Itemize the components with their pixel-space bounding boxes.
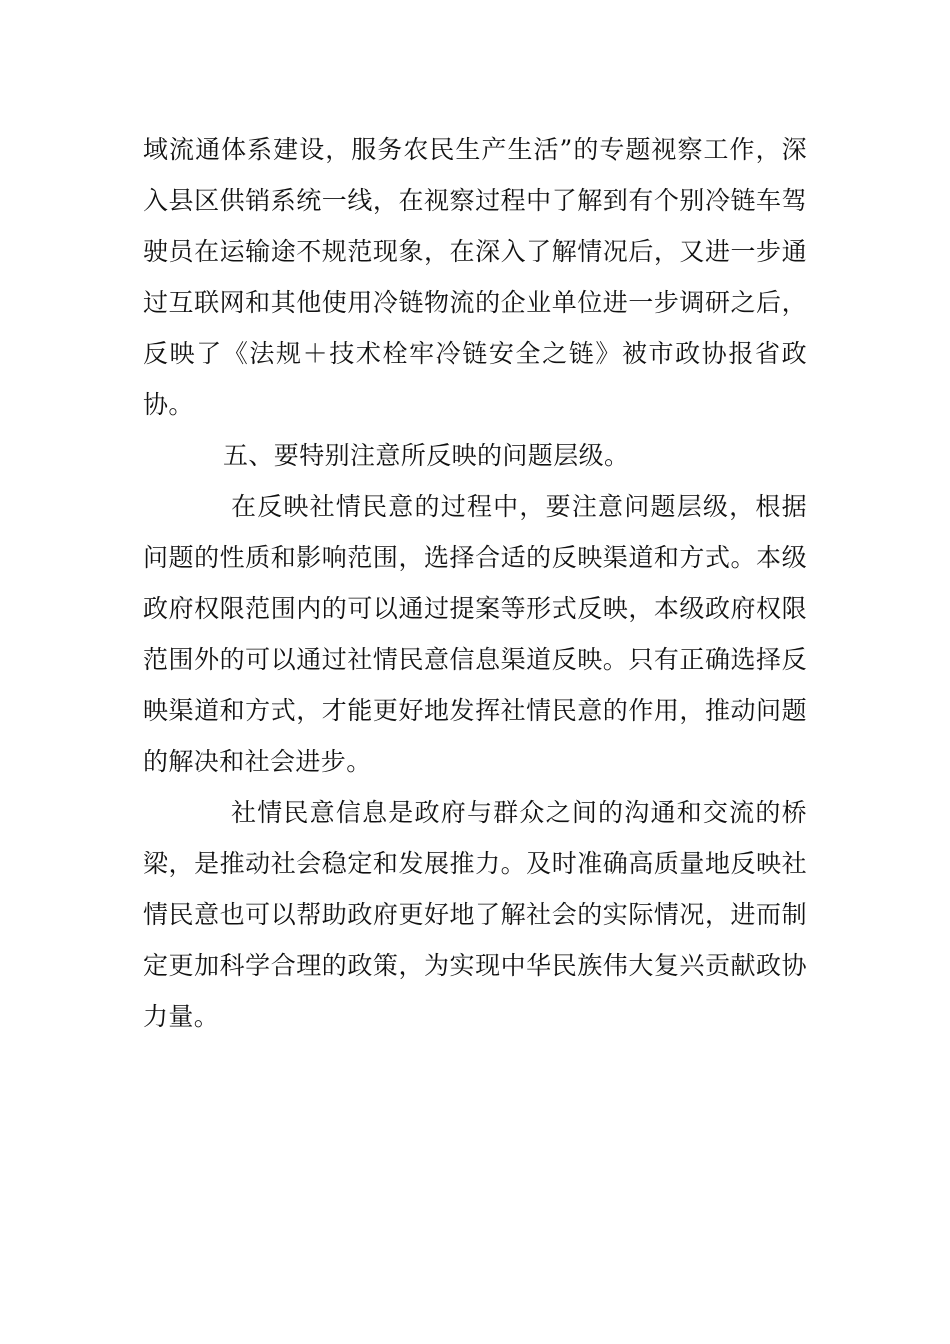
- document-body: [143, 124, 807, 1042]
- paragraph: 在反映社情民意的过程中，要注意问题层级，根据问题的性质和影响范围，选择合适的反映渠道和方式。本级政府权限范围内的可以通过提案等形式反映，本级政府权限范围外的可以通过社情民意信息渠道反映。只有正确选择反映渠道和方式，才能更好地发挥社情民意的作用，推动问题的解决和社会进步。: [143, 492, 807, 776]
- paragraph-continuation: 域流通体系建设，服务农民生产生活”的专题视察工作，深入县区供销系统一线，在视察过程中了解到有个别冷链车驾驶员在运输途不规范现象，在深入了解情况后，又进一步通过互联网和其他使用冷链物流的企业单位进一步调研之后，反映了《法规＋技术栓牢冷链安全之链》被市政协报省政协。: [143, 135, 807, 419]
- section-heading: 五、要特别注意所反映的问题层级。: [223, 441, 630, 470]
- paragraph: 社情民意信息是政府与群众之间的沟通和交流的桥梁，是推动社会稳定和发展推力。及时准确高质量地反映社情民意也可以帮助政府更好地了解社会的实际情况，进而制定更加科学合理的政策，为实现中华民族伟大复兴贡献政协力量。: [143, 798, 807, 1031]
